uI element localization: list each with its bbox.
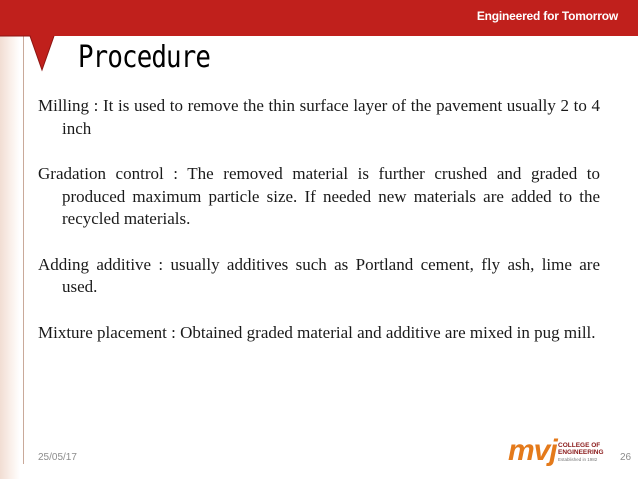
- logo-line-1: COLLEGE OF: [558, 442, 601, 449]
- college-logo: [508, 434, 614, 474]
- logo-line-3: Established in 1982: [558, 457, 598, 462]
- header-tagline: Engineered for Tomorrow: [476, 9, 618, 23]
- slide-body: [38, 95, 600, 344]
- footer-date: 25/05/17: [38, 452, 77, 463]
- logo-wordmark: mvj: [508, 434, 557, 467]
- paragraph-gradation-control: Gradation control : The removed material is further crushed and graded to produced maximum particle size. If needed new materials are added to the recycled materials.: [38, 164, 600, 228]
- paragraph-milling: Milling : It is used to remove the thin surface layer of the pavement usually 2 to 4 inch: [38, 96, 600, 138]
- logo-line-2: ENGINEERING: [558, 449, 604, 456]
- logo-text: [558, 442, 610, 463]
- paragraph-adding-additive: Adding additive : usually additives such as Portland cement, fly ash, lime are used.: [38, 254, 600, 296]
- slide-title: Procedure: [78, 40, 211, 75]
- header-tab-shape: [0, 0, 66, 78]
- paragraph-mixture-placement: Mixture placement : Obtained graded material and additive are mixed in pug mill.: [38, 322, 596, 342]
- page-number: 26: [620, 452, 632, 463]
